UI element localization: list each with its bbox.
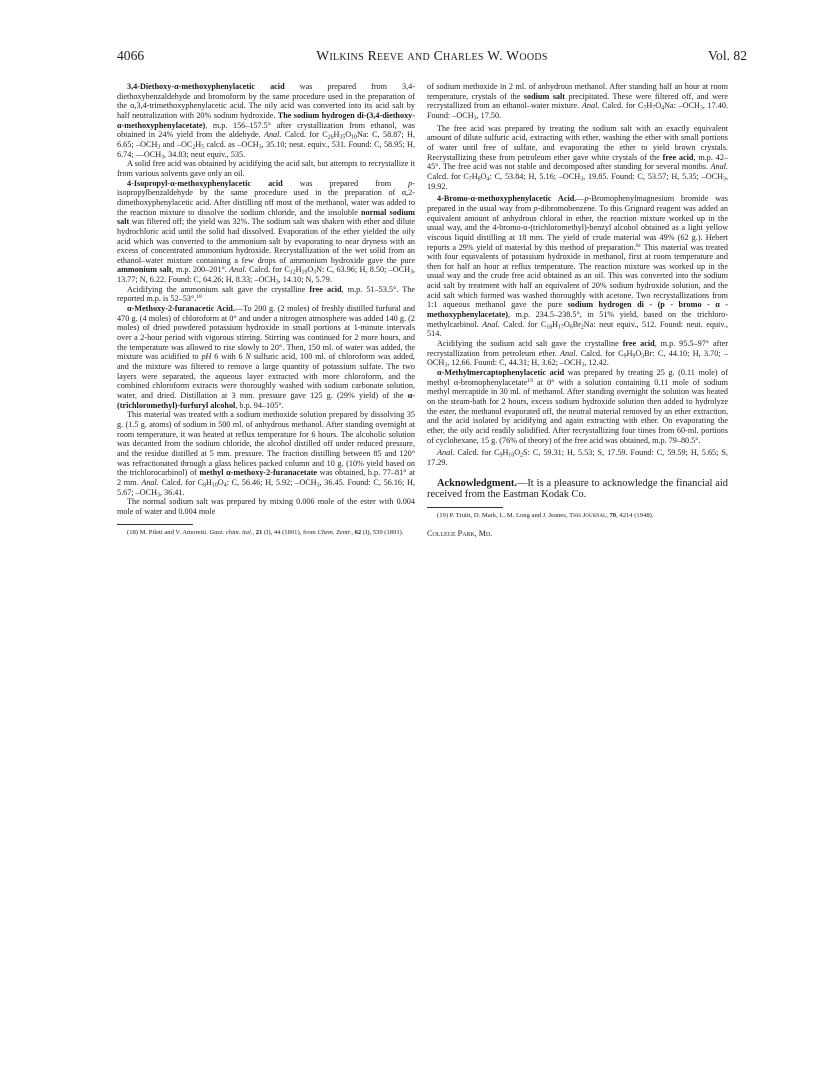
running-header <box>117 48 747 68</box>
subscript: 3 <box>410 269 413 276</box>
subscript: 7 <box>652 105 656 112</box>
volume-number: 21 <box>255 528 263 536</box>
text-run: Calcd. for C <box>577 348 624 358</box>
subscript: 4 <box>486 176 490 183</box>
section-heading: α-Methoxy-2-furanacetic Acid. <box>127 304 235 314</box>
paragraph-solid-free-acid <box>117 159 415 178</box>
text-run: , 4214 (1948). <box>616 512 654 520</box>
compound-name: free acid <box>662 152 694 162</box>
text-run: This material was treated with four equivalents of potassium hydroxide in methanol, first at room temperature and then for half an hour at reflux temperature. The reaction mixture was worked up in the usual way and the crude free acid obtained as an oil. This was converted into the sodium acid salt by treatment with half an equivalent of 20% sodium hydroxide solution, and the acid salt which formed was washed thoroughly with acetone. Two recrystallizations from 1:1 aqueous methanol gave the pure <box>427 242 729 310</box>
paragraph-methoxide-treatment <box>117 410 415 497</box>
text-run: H <box>626 348 633 358</box>
text-run: O <box>514 448 521 458</box>
subscript: 3 <box>473 115 477 122</box>
subscript: 19 <box>301 269 308 276</box>
compound-name: 3,4-Diethoxy-α-methoxyphenylacetic acid <box>127 82 285 91</box>
paragraph-free-acid-prep <box>427 124 728 192</box>
text-run: —It is a pleasure to acknowledge the financial aid received from the Eastman Kodak Co. <box>427 477 728 500</box>
subscript: 3 <box>444 362 448 369</box>
footnote-ref[interactable]: 19 <box>527 377 533 384</box>
journal-name: Chem. Zentr. <box>317 528 352 536</box>
text-run: H <box>502 448 509 458</box>
text-run: H <box>195 139 202 149</box>
anal-label: Anal. <box>581 101 600 111</box>
italic-prefix: p <box>408 178 413 188</box>
text-run: H <box>295 265 302 275</box>
anal-label: Anal. <box>482 319 500 329</box>
text-run: , m.p. 156–157.5° after crystallization from ethanol, was obtained in 24% yield from the aldehyde. <box>117 120 415 140</box>
text-run: — <box>576 194 585 204</box>
subscript: 3 <box>723 176 726 183</box>
compound-name: α-(trichloromethyl)-furfuryl alcohol <box>117 391 415 410</box>
text-run: was prepared by treating 25 g. (0.11 mole) of methyl α-bromophenylacetate <box>427 368 728 387</box>
paragraph-sodium-salt-cont <box>427 82 728 121</box>
paragraph-diethoxy-acid <box>117 82 415 159</box>
text-run: was prepared from 3,4-diethoxybenzaldehyde and bromoform by the same procedure used in the preparation of the α,3,4-trimethoxyphenylacetic acid. The oily acid was converted into its acid salt by half neutralization with 20% sodium hydroxide. <box>117 82 415 120</box>
section-heading: 4-Bromo-α-methoxyphenylacetic Acid. <box>437 194 577 204</box>
text-run: : C, 53.84; H, 5.16; –OCH <box>489 171 581 181</box>
subscript: 3 <box>641 353 645 360</box>
footnote-19 <box>427 512 728 520</box>
text-run: , 12.42. <box>584 358 609 368</box>
text-run: : C, 56.46; H, 5.92; –OCH <box>226 477 317 487</box>
text-run: , m.p. 234.5–238.5°, in 51% yield, based on the trichloromethylcarbinol. <box>427 310 728 329</box>
text-run: calcd. as –OCH <box>204 139 259 149</box>
text-run: -isopropylbenzaldehyde by the same procedure used in the preparation of α,2-dimethoxyphenylacetic acid. After distilling off most of the methanol, water was added to the reaction mixture to dissolve the sodium chloride, and the insoluble <box>117 178 415 217</box>
text-run: , 17.40. Found: –OCH <box>427 101 729 120</box>
text-run: The normal sodium salt was prepared by mixing 0.006 mole of the ester with 0.004 mole of water and 0.004 mole <box>117 497 415 516</box>
anal-label: Anal. <box>710 162 728 172</box>
italic-term: N <box>245 352 251 362</box>
text-run: O <box>563 319 570 329</box>
italic-prefix: p <box>584 194 589 204</box>
subscript: 2 <box>192 144 196 151</box>
subscript: 12 <box>289 269 296 276</box>
subscript: 6 <box>569 324 573 331</box>
text-run: (I), 539 (1891). <box>361 528 404 536</box>
running-title-authors: Wilkins Reeve and Charles W. Woods <box>316 48 548 63</box>
journal-name: This Journal <box>569 512 607 520</box>
text-run: Calcd. for C <box>599 101 644 111</box>
text-run: The free acid was prepared by treating the sodium salt with an exactly equivalent amount of dilute sulfuric acid, extracting with ether, washing the ether with small portions of water until free of sulfate, and evaporating the ether to yield brown crystals. Recrystallizing these from petroleum ether gave white crystals of the <box>427 123 728 162</box>
text-run: precipitated. These were filtered off, and were recrystallized from an ethanol–water mixture. <box>427 91 728 111</box>
text-run: (19) P. Truitt, D. Mark, L. M. Long and J. Jeanes, <box>437 512 570 520</box>
text-run: Br: C, 44.10; H, 3.70; –OCH <box>427 348 728 368</box>
subscript: 4 <box>661 105 665 112</box>
footnote-divider <box>117 524 193 525</box>
text-run: , 19.92. <box>427 171 728 191</box>
text-run: , 14.10; N, 5.79. <box>278 275 332 285</box>
subscript: 2 <box>520 452 524 459</box>
anal-label: Anal. <box>141 477 159 487</box>
subscript: 17 <box>558 324 564 331</box>
text-run: -Bromophenylmagnesium bromide was prepared in the usual way from <box>427 194 728 213</box>
subscript: 5 <box>201 144 205 151</box>
compound-name: methyl α-methoxy-2-furanacetate <box>199 468 318 478</box>
text-run: Na: –OCH <box>664 101 700 111</box>
compound-name: free acid <box>622 339 655 349</box>
text-run: 6 with 6 <box>211 352 246 362</box>
text-run: H <box>552 319 559 329</box>
subscript: 7 <box>643 105 647 112</box>
text-run: , m.p. 200–201°. <box>171 265 230 275</box>
subscript: 3 <box>258 144 262 151</box>
text-run: H <box>206 477 212 487</box>
paragraph-bromo-free-acid <box>427 339 728 368</box>
text-run: , 36.41. <box>159 487 185 497</box>
text-run: , 35.10; neut. equiv., 531. Found: C, 58.95; H, 6.74; —OCH <box>117 139 415 159</box>
paragraph-ammonium-acidify <box>117 285 415 304</box>
paragraph-bromo-acid <box>427 194 728 339</box>
compound-name: free acid <box>309 284 342 294</box>
text-run: , 13.77; N, 6.22. Found: C, 64.26; H, 8.33; –OCH <box>117 265 416 285</box>
anal-label: Anal. <box>229 265 247 275</box>
compound-name: normal sodium salt <box>117 207 416 227</box>
text-run: sulfuric acid, 100 ml. of chloroform was added, and the mixture was filtered to remove a large quantity of potassium sulfate. The two layers were separated, the aqueous layer extracted with more chloroform, and the combined chloroform extracts were thoroughly washed with sodium carbonate solution, water, and dried. Distillation at 3 mm. pressure gave 125 g. (29% yield) of the <box>117 352 415 400</box>
subscript: 10 <box>211 482 218 489</box>
text-run: O <box>217 477 224 487</box>
subscript: 4 <box>223 482 227 489</box>
page-number: 4066 <box>117 48 145 63</box>
text-run: was filtered off; the yield was 32%. The sodium salt was shaken with ether and dilute hydrochloric acid until the solid had dissolved. Evaporation of the ether yielded the oily acid which was converted to the ammonium salt by evaporating to near dryness with an excess of concentrated ammonium hydroxide. Recrystallization of the wet solid from an ethanol–water mixture containing a few drops of ammonium hydroxide gave the pure <box>117 217 415 265</box>
text-run: Calcd. for C <box>427 171 469 181</box>
subscript: 10 <box>351 134 357 141</box>
text-run: Calcd. for C <box>499 319 547 329</box>
text-run: O <box>307 265 314 275</box>
text-run: , 34.83; neut equiv., 535. <box>164 149 246 159</box>
volume-label: Vol. 82 <box>707 48 747 63</box>
text-run: (I), 44 (1891), from <box>262 528 318 536</box>
subscript: 7 <box>468 176 472 183</box>
acknowledgment-heading: Acknowledgment. <box>437 477 517 489</box>
text-run: , <box>351 528 355 536</box>
text-run: , b.p. 94–105°. <box>235 400 284 410</box>
text-run: Calcd. for C <box>281 130 328 140</box>
anal-label: Anal. <box>437 448 455 458</box>
journal-name: Gazz. chim. ital. <box>209 528 253 536</box>
text-run: N: C, 63.96; H, 8.50; –OCH <box>316 265 411 275</box>
text-run: Br <box>572 319 581 329</box>
text-run: Na: neut equiv., 512. Found: neut. equiv., 514. <box>427 319 728 339</box>
text-run: H <box>471 171 478 181</box>
subscript: 9 <box>499 452 503 459</box>
text-run: —To 200 g. (2 moles) of freshly distilled furfural and 470 g. (4 moles) of chloroform at 0° and under a nitrogen atmosphere was added 140 g. (2 moles) of dried powdered potassium hydroxide in small portions at 1-minute intervals over a 2-hour period with vigorous stirring. Stirring was continued for 2 more hours, and the temperature was allowed to rise slowly to 20°. Then, 150 ml. of water was added, the mixture was acidified to <box>117 304 416 362</box>
text-run: , <box>252 528 256 536</box>
subscript: 3 <box>275 279 279 286</box>
subscript: 3 <box>157 492 160 499</box>
text-run: O <box>655 101 662 111</box>
compound-name: α-Methylmercaptophenylacetic acid <box>437 368 565 378</box>
compound-name: sodium salt <box>523 91 566 101</box>
author-address: College Park, Md. <box>427 528 493 538</box>
text-run: Calcd. for C <box>158 477 204 487</box>
text-run: , m.p. 95.5–97° after recrystallization from petroleum ether. <box>427 339 728 358</box>
text-run: , m.p. 51–53.5°. The reported m.p. is 52–53°. <box>117 284 415 304</box>
text-run: (18) M. Pileti and V. Amoretti. <box>127 528 210 536</box>
anal-label: Anal. <box>263 130 282 140</box>
text-run: at 0° with a solution containing 0.11 mole of sodium methyl mercaptide in 30 ml. of methanol. After standing overnight the solution was heated on the steam-bath for 2 hours, excess sodium hydroxide solution then added to hydrolyze the ester, the methanol evaporated off, the neutral material removed by an ether extraction, and the acid isolated by acidifying and again extracting with ether. On evaporating the ether, the oily acid readily solidified. After recrystallizing four times from 60-ml. portions of cyclohexane, 15 g. (76% of theory) of the free acid was obtained, m.p. 79–80.5°. <box>427 377 728 445</box>
left-column <box>117 82 415 537</box>
acknowledgment <box>427 478 728 501</box>
footnote-18 <box>117 529 415 537</box>
subscript: 26 <box>327 134 334 141</box>
text-run: Acidifying the ammonium salt gave the crystalline <box>127 284 310 294</box>
text-run: Acidifying the sodium acid salt gave the crystalline <box>437 339 623 349</box>
subscript: 3 <box>581 362 585 369</box>
italic-prefix: p <box>533 203 538 213</box>
subscript: 8 <box>203 482 207 489</box>
subscript: 3 <box>313 269 317 276</box>
footnote-ref[interactable]: 18 <box>196 294 202 301</box>
volume-number: 62 <box>354 528 362 536</box>
text-run: This material was treated with a sodium methoxide solution prepared by dissolving 35 g. (1.5 g. atoms) of sodium in 500 ml. of anhydrous methanol. After standing overnight at room temperature, it was heated at reflux temperature for 6 hours. The alcoholic solution was decanted from the sodium chloride, the alcohol distilled off under reduced pressure, and the residue distilled at 5 mm. pressure. The fraction distilling between 85 and 120° was refractionated through a glass helices packed column and 10 g. (10% yield based on the trichlorocarbinol) of <box>117 410 415 478</box>
subscript: 9 <box>632 353 636 360</box>
subscript: 3 <box>699 105 703 112</box>
text-run: , 19.85. Found: C, 53.57; H, 5.35; –OCH <box>583 171 724 181</box>
text-run: -dibromobenzene. To this Grignard reagent was added an equivalent amount of anhydrous chloral in ether, the reaction mixture worked up in the usual way, and the 4-bromo-α-(trichloromethyl)-benzyl alcohol obtained as a light yellow viscous liquid distilling at 18 mm. The yield of crude material was 49% (62 g.). Hebert reports a 29% yield of material by this method of preparation. <box>427 203 728 252</box>
text-run: O <box>635 348 642 358</box>
subscript: 8 <box>477 176 481 183</box>
subscript: 9 <box>623 353 627 360</box>
text-run: was obtained, b.p. 77–81° at 2 mm. <box>117 468 415 487</box>
subscript: 3 <box>157 144 161 151</box>
footnote-ref[interactable]: 8c <box>635 242 642 249</box>
paragraph-normal-sodium-salt <box>117 497 415 516</box>
text-run: A solid free acid was obtained by acidifying the acid salt, but attempts to recrystallize it from various solvents gave only an oil. <box>117 159 415 178</box>
text-run: , 36.45. Found: C, 56.16; H, 5.67; –OCH <box>117 477 415 497</box>
volume-number: 70 <box>609 512 617 520</box>
text-run: Calcd. for C <box>246 265 290 275</box>
right-column <box>427 82 728 538</box>
text-run: O <box>480 171 487 181</box>
text-run: , 12.66. Found: C, 44.31; H, 3.62; –OCH <box>447 358 582 368</box>
text-run: , m.p. 42–45°. The free acid was not stable and decomposed after standing for several months. <box>427 152 729 172</box>
text-run: Na: C, 58.87; H, 6.65; –OCH <box>117 130 415 149</box>
text-run: H <box>333 130 340 140</box>
paragraph-methylmercapto-acid <box>427 368 728 445</box>
paragraph-furanacetic-acid <box>117 304 415 410</box>
subscript: 3 <box>316 482 320 489</box>
subscript: 3 <box>580 176 584 183</box>
text-run: of sodium methoxide in 2 ml. of anhydrous methanol. After standing half an hour at room temperature, crystals of the <box>427 82 728 101</box>
text-run: , 17.50. <box>476 110 502 120</box>
italic-term: pH <box>201 352 212 362</box>
subscript: 35 <box>339 134 346 141</box>
footnote-divider <box>427 507 503 508</box>
text-run: Calcd. for C <box>454 448 500 458</box>
subscript: 2 <box>580 324 584 331</box>
subscript: 3 <box>161 154 165 161</box>
subscript: 18 <box>546 324 553 331</box>
compound-name: The sodium hydrogen di-(3,4-diethoxy-α-methoxyphenylacetate) <box>117 110 415 130</box>
text-run: H <box>646 101 653 111</box>
subscript: 10 <box>508 452 515 459</box>
text-run: , <box>606 512 610 520</box>
text-run: and –OC <box>160 139 193 149</box>
text-run: was prepared from <box>282 178 409 188</box>
compound-name: sodium hydrogen di - (p - bromo - α - methoxyphenylacetate) <box>427 300 728 320</box>
text-run: S: C, 59.31; H, 5.53; S, 17.59. Found: C, 59.59; H, 5.65; S, 17.29. <box>427 448 728 467</box>
anal-label: Anal. <box>560 348 578 358</box>
text-run: O <box>345 130 352 140</box>
compound-name: 4-Isopropyl-α-methoxyphenylacetic acid <box>127 178 283 188</box>
paragraph-isopropyl-acid <box>117 179 415 285</box>
paragraph-methylmercapto-anal <box>427 448 728 467</box>
compound-name: ammonium salt <box>117 265 172 275</box>
